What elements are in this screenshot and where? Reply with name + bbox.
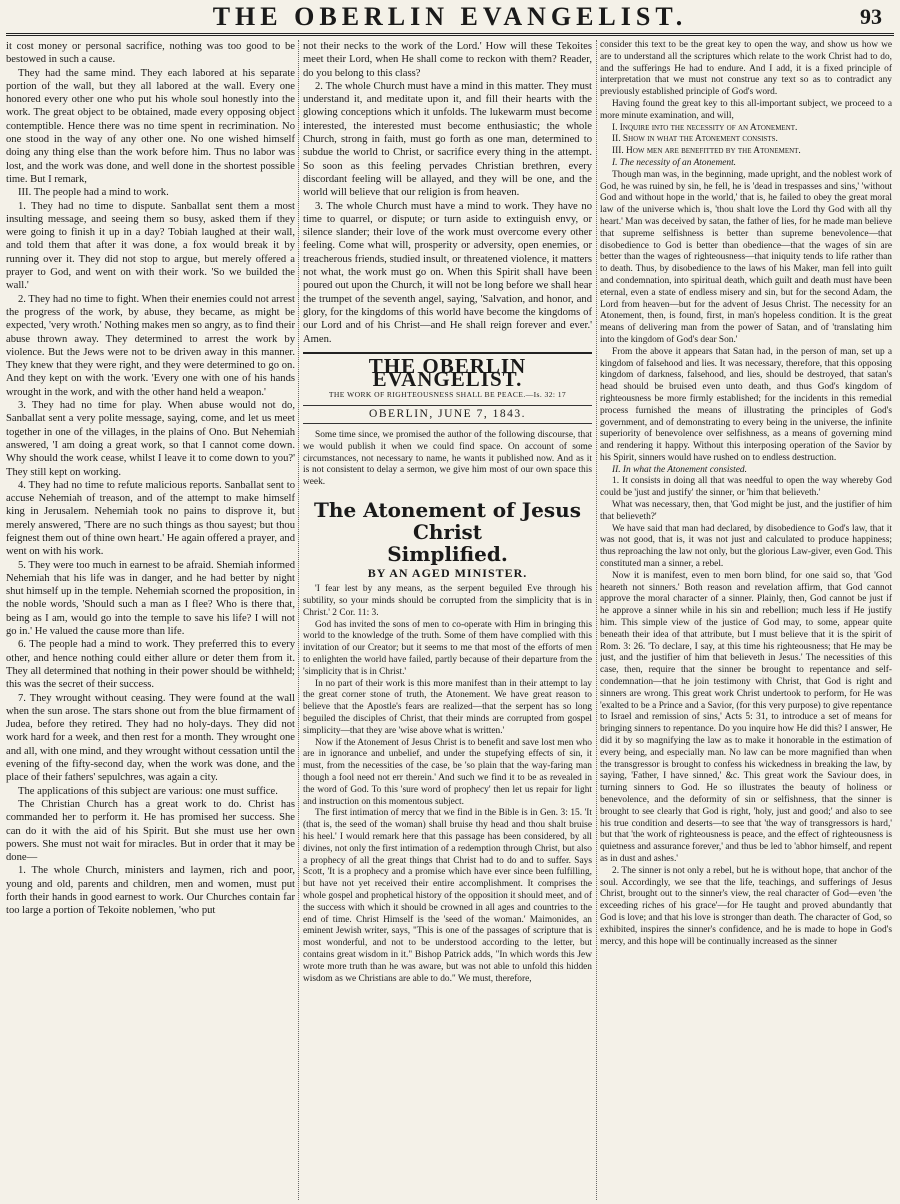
article-title-line: Simplified.	[387, 542, 508, 566]
paragraph: God has invited the sons of men to co-operate with Him in bringing this world to the knowledge of the truth. Some of them have complied with this invitation of our Creator; but it seems to me that most of the efforts of men to enlighten the world have failed, partly because of their departure from the 'simplicity that is in Christ.'	[303, 619, 592, 677]
article-byline: BY AN AGED MINISTER.	[367, 566, 528, 580]
paragraph: They had the same mind. They each labored at his separate portion of the wall, but they all labored at the wall. Every one honored every other one who put his whole soul honestly into the work. The great object to be obtained, made every opposing object contemptible. Hence there was no time spent in recrimination. No one stood in the way of any other one. No one wished himself doing any thing else than the work before him. Thus no labor was lost, and the work was done, and well done in the shortest possible time. But I remark,	[6, 67, 295, 185]
paragraph: From the above it appears that Satan had, in the person of man, set up a kingdom of falsehood and lies. It was necessary, therefore, that this opposing kingdom of darkness, falsehood, and lies, should be destroyed, that satan's head should be bruised even unto death, and thus God's kingdom of righteousness be more firmly established; for the incidents in this remedial process furnished the means of illustrating the principles of God's government, and of demonstrating to every being in the universe, the infinite superiority of benevolence over selfishness, as a means of governing mind and rendering it happy. Without this interposing operation of the Savior by his Spirit, sinners would have rushed on to endless destruction.	[600, 346, 892, 463]
article-title	[303, 499, 592, 565]
outline-item: II. Show in what the Atonement consists.	[612, 134, 778, 145]
paragraph: The applications of this subject are various: one must suffice.	[18, 785, 278, 797]
dateline: OBERLIN, JUNE 7, 1843.	[303, 405, 592, 424]
paragraph: 4. They had no time to refute malicious reports. Sanballat sent to accuse Nehemiah of treason, and of the attempt to make himself king in Jerusalem. Nehemiah took no pains to disprove it, but merely answered, 'There are no such things as thou sayest; but thou feignest them out of thine own heart.' He again offered a prayer, and went on with his work.	[6, 479, 295, 558]
paragraph: We have said that man had declared, by disobedience to God's law, that it was not good, that is, it was not just and calculated to produce happiness; thus reproaching the law not only, but the glorious Law-giver, even God. This constituted man a sinner, a rebel.	[600, 523, 892, 570]
header-rule	[6, 33, 894, 36]
paragraph: not their necks to the work of the Lord.' How will these Tekoites meet their Lord, when He shall come to reckon with them? Reader, do you belong to this class?	[303, 41, 592, 79]
article-title-line: The Atonement of Jesus Christ	[314, 498, 581, 544]
section-heading: I. The necessity of an Atonement.	[612, 157, 737, 168]
section-heading: II. In what the Atonement consisted.	[612, 464, 747, 475]
paragraph: Now if the Atonement of Jesus Christ is to benefit and save lost men who are in ignorance and unbelief, and under the stupefying effects of sin, it must, from the necessities of the case, be 'so plain that the way-faring man though a fool need not err therein.' And such we find it to be as revealed in the word of God. To this 'sure word of prophecy' then let us repair for light and instruction on this momentous subject.	[303, 737, 592, 807]
outline-item: I. Inquire into the necessity of an Atonement.	[612, 122, 798, 133]
masthead-title: THE OBERLIN EVANGELIST.	[368, 353, 527, 392]
paragraph: consider this text to be the great key to open the way, and show us how we are to understand all the scriptures which relate to the work Christ had to do, and the sufferings He had to endure. And I add, it is a fixed principle of interpretation that we must not construe any text so as to contradict any previously established principle of God's word.	[600, 40, 892, 98]
paragraph: Now it is manifest, even to men born blind, for one said so, that 'God heareth not sinners.' Both reason and revelation affirm, that God cannot approve the moral character of a sinner. Plainly, then, God cannot be just if he approve a sinner while in his sin and rebellion; much less if He justify him. This simple view of the justice of God may, to some, appear quite beneath their idea of that attribute, but I must believe that it is the spirit of Rom. 3: 26. 'To declare, I say, at this time his righteousness; that He may be just, and the justifier of him that believeth in Jesus.' The necessities of this case, then, require that the sinner be brought to repentance and self-condemnation—that he join testimony with Christ, that God is right and sinners are wrong. This great work Christ undertook to perform, for He was 'exalted to be a Prince and a Savior, (for this very purpose) to give repentance to Israel and remission of sins,' Acts 5: 31, to introduce a set of means for bringing sinners to repentance. Do you inquire how He did this? I answer, He did it by so magnifying the law as to make it honorable in the estimation of every being, and especially man. No law can be more magnified than when the transgressor is brought to confess his wickedness in breaking the law, by saying, 'Father, I have sinned,' &c. This great work the Saviour does, in turning sinners to God. He so illustrates the beauty of holiness or benevolence, and the deformity of sin or selfishness, that the sinner is brought to see clearly that God is right, 'holy, just and good;' and also to see his true condition and deserts—to see that 'the way of transgressors is hard,' but that 'the work of righteousness is peace, and the effect of righteousness is quietness and assurance forever,' and thus be led to 'abhor himself, and repent as in dust and ashes.'	[600, 570, 892, 864]
paragraph: 2. The whole Church must have a mind in this matter. They must understand it, and meditate upon it, and fill their hearts with the glowing conceptions which it unfolds. The lukewarm must become interested, the interested must become enthusiastic; the whole Church, strong in faith, must go forth as one man, determined to subdue the world to Christ, or sacrifice every thing in the attempt. So soon as this feeling pervades Christian brethren, every discordant feeling will be allayed, and they will be one, and the world will believe that our religion is from heaven.	[303, 80, 592, 199]
paragraph: In no part of their work is this more manifest than in their attempt to lay the great corner stone of truth, the Atonement. We have great reason to believe that the Apostle's fears are realized—that the serpent has so long beguiled the disciples of Christ, that their minds are corrupted from gospel simplicity—that they are 'wise above what is written.'	[303, 678, 592, 736]
editorial-note: Some time since, we promised the author of the following discourse, that we would publish it when we could find space. On account of some circumstances, not necessary to name, he wants it published now. And as it is not consistent to delay a sermon, we give him most of our own space this week.	[303, 430, 592, 488]
paragraph: 1. They had no time to dispute. Sanballat sent them a most insulting message, and seeing them so busy, asked them if they were going to finish it up in a day? Tobiah laughed at their wall, and told them that after it was done, a fox would break it by running over it. They did not stop to argue, but merely offered a prayer to God, and went on with their work. 'So we builded the wall.'	[6, 200, 295, 292]
column-1	[6, 40, 295, 1198]
page-number: 93	[860, 4, 882, 29]
paragraph: 2. The sinner is not only a rebel, but he is without hope, that anchor of the soul. Accordingly, we see that the life, teachings, and sufferings of Jesus Christ, brought out to the sinner's view, the real character of God—even 'the exceeding riches of his grace'—for He taught and proved abundantly that God is love; and that his love is stronger than death. The character of God, so exhibited, inspires the sinner's confidence, and he is made to hope in God's mercy, and this hope will be continually increased as the sinner	[600, 865, 892, 947]
paragraph: 5. They were too much in earnest to be afraid. Shemiah informed Nehemiah that his life was in danger, and he had better by night shut himself up in the temple. Nehemiah scorned the proposition, in the noble words, 'Should such a man as I flee? Who is there that, being as I am, would go into the temple to save his life? I will not go in.' He valued the cause more than life.	[6, 559, 295, 638]
paragraph: Having found the great key to this all-important subject, we proceed to a more minute examination, and will,	[600, 98, 892, 121]
newspaper-title: THE OBERLIN EVANGELIST.	[212, 2, 688, 31]
paragraph: Though man was, in the beginning, made upright, and the noblest work of God, he was ruined by sin, he fell, he is 'dead in trespasses and sins,' 'without God and without hope in the world,' that is, he failed to obey the great moral law of the universe which is, 'thou shalt love the Lord thy God with all thy heart.' Man was deceived by satan, the father of lies, for he made man believe that supreme selfishness is better than supreme benevolence—that disobedience to God is better than obedience—that the wages of sin are better than the wages of righteousness—that iniquity tends to life rather than to death. Thus, by disobedience to the laws of his Maker, man fell into guilt and condemnation, into spiritual death, which guilt and death must have been eternal, even a state of endless misery and sin, but for the second Adam, the Lord from heaven—but for the advent of Jesus Christ. The necessity for an Atonement, then, is found, first, in man's hopeless condition. It is the great means of delivering man from the power of Satan, and of 'translating him into the kingdom of God's dear Son.'	[600, 169, 892, 345]
column-2	[303, 40, 592, 1198]
paragraph: 6. The people had a mind to work. They preferred this to every other, and hence nothing could either allure or deter them from it. They all determined that nothing in their power should be withheld; this was the secret of their success.	[6, 639, 295, 691]
paragraph: The Christian Church has a great work to do. Christ has commanded her to perform it. He has promised her success. She can do it with the aid of his Spirit. But she must use her own powers. She must not wait for miracles. But in order that it may be done—	[6, 798, 295, 864]
paragraph: 2. They had no time to fight. When their enemies could not arrest the progress of the work, by abuse, they became, as might be expected, 'very wroth.' Nothing makes men so angry, as to find their abuse thrown away. They determined to arrest the work by violence. But the Jews were not to be driven away in this manner. They knew that they were right, and they were determined to go on. And they kept on with the work. 'Every one with one of his hands wrought in the work, and with the other hand held a weapon.'	[6, 293, 295, 398]
section-heading: III. The people had a mind to work.	[18, 187, 169, 199]
paragraph: 3. They had no time for play. When abuse would not do, Sanballat sent a very polite message, saying, come, and let us meet together in one of the villages, in the plains of Ono. But Nehemiah answered, 'I am doing a great work, so that I cannot come down. Why should the work cease, whilst I leave it to come down to you?' They still kept on working.	[6, 400, 295, 478]
column-3	[600, 40, 892, 1198]
paragraph: The first intimation of mercy that we find in the Bible is in Gen. 3: 15. 'It (that is, the seed of the woman) shall bruise thy head and thou shalt bruise his heel.' I would remark here that this passage has been considered, by all divines, not only the first intimation of a redemption through Christ, but also a prophecy of all the great things that Christ had to do and to suffer. Says Scott, 'It is a prophecy and a promise which have ever since been fulfilling, but have not yet received their entire accomplishment. It comprises the whole gospel and prophetical history of the opposition it should meet, and of the success with which it should be crowned in all ages and countries to the end of time. Christ Himself is the 'seed of the woman.' Maimonides, an eminent Jewish writer, says, "This is one of the passages of scripture that is most wonderful, and not to be understood according to the letter, but contains great wisdom in it." Bishop Patrick adds, "In which words this Jew wrote more truth than he was aware, but was not able to unfold this hidden wisdom as we Christians are able to do." We must, therefore,	[303, 808, 592, 984]
paragraph: 3. The whole Church must have a mind to work. They have no time to quarrel, or dispute; or turn aside to extinguish envy, or silence slander; their love of the work must overcome every other feeling. Come what will, prosperity or adversity, open enemies, or treacherous friends, studied insult, or threatened violence, it matters not what, the work must go on. When this Spirit shall have been poured out upon the Church, it will not be long before we shall hear the trumpet of the seventh angel, saying, 'Salvation, and honor, and glory, for the kingdoms of this world have become the kingdoms of our Lord and of his Christ—and He shall reign forever and ever.' Amen.	[303, 200, 592, 345]
masthead-motto: THE WORK OF RIGHTEOUSNESS SHALL BE PEACE.—Is. 32: 17	[328, 390, 567, 400]
column-divider	[596, 40, 597, 1200]
epigraph: 'I fear lest by any means, as the serpent beguiled Eve through his subtility, so your minds should be corrupted from the simplicity that is in Christ.' 2 Cor. 11: 3.	[303, 584, 592, 618]
column-divider	[298, 40, 299, 1200]
paragraph: What was necessary, then, that 'God might be just, and the justifier of him that believeth?'	[600, 500, 892, 522]
paragraph: 1. The whole Church, ministers and laymen, rich and poor, young and old, parents and children, men and women, must put forth their hands in good earnest to work. Our Churches contain far too large a portion of Tekoite noblemen, 'who put	[6, 865, 295, 917]
paragraph: 7. They wrought without ceasing. They were found at the wall when the sun arose. The stars shone out from the blue firmament of Judea, before they retired. They had no holy-days. They did not work hard for a week, and then rest for a month. They wrought one and all, with one mind, and they wrought without cessation until the evening of the fifty-second day, when the work was done, and the place of their fathers' sepulchres, was again a city.	[6, 692, 295, 784]
outline-item: III. How men are benefitted by the Atonement.	[612, 146, 801, 157]
paragraph: 1. It consists in doing all that was needful to open the way whereby God could be 'just and justify' the sinner, or 'him that believeth.'	[600, 476, 892, 499]
page-header	[0, 0, 900, 30]
paragraph: it cost money or personal sacrifice, nothing was too good to be bestowed in such a cause.	[6, 41, 295, 66]
